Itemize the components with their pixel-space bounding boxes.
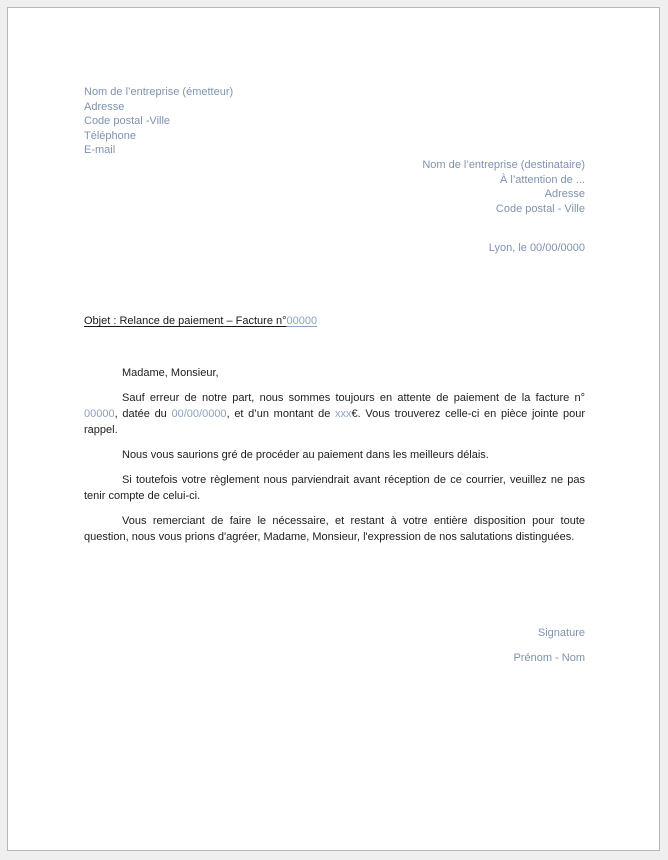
subject-label: Objet : Relance de paiement – Facture n°	[84, 314, 287, 327]
p1-amount-placeholder: xxx	[335, 407, 352, 420]
paragraph-4: Vous remerciant de faire le nécessaire, et restant à votre entière disposition pour toute question, nous vous prions d'agréer, Madame, Monsieur, l'expression de nos salutations distinguées.	[84, 514, 585, 543]
sender-postal-city: Code postal -Ville	[84, 115, 171, 128]
subject-invoice-number: 00000	[286, 314, 318, 327]
recipient-company: Nom de l’entreprise (destinataire)	[422, 158, 585, 171]
sender-company: Nom de l’entreprise (émetteur)	[84, 86, 234, 98]
recipient-postal-city: Code postal - Ville	[495, 202, 585, 215]
p1-text-1: Sauf erreur de notre part, nous sommes toujours en attente de paiement de la facture n°	[122, 391, 585, 404]
recipient-street: Adresse	[544, 188, 585, 201]
salutation: Madame, Monsieur,	[122, 366, 219, 379]
p1-invoice-number-placeholder: 00000	[84, 407, 115, 420]
signature-label: Signature	[537, 626, 585, 639]
letter-body	[84, 365, 585, 545]
paragraph-1	[84, 390, 585, 438]
sender-phone: Téléphone	[84, 129, 136, 142]
p1-text-3: , et d’un montant de	[226, 407, 336, 420]
signature-name: Prénom - Nom	[513, 651, 585, 664]
sender-address-block	[84, 85, 585, 158]
subject-line	[84, 314, 585, 329]
paragraph-2: Nous vous saurions gré de procéder au paiement dans les meilleurs délais.	[122, 448, 489, 461]
signature-block	[84, 625, 585, 666]
date-line: Lyon, le 00/00/0000	[488, 242, 585, 255]
p1-text-2: , datée du	[114, 407, 172, 420]
recipient-attention: À l’attention de ...	[500, 173, 585, 186]
letter-content	[8, 8, 659, 850]
p1-date-placeholder: 00/00/0000	[171, 407, 227, 420]
sender-email: E-mail	[84, 144, 116, 157]
sender-street: Adresse	[84, 100, 125, 113]
letter-page	[7, 7, 660, 851]
recipient-address-block	[84, 158, 585, 216]
p1-text-4: €. Vous trouverez celle-ci en pièce jointe pour rappel.	[84, 407, 585, 436]
paragraph-3: Si toutefois votre règlement nous parviendrait avant réception de ce courrier, veuillez ne pas tenir compte de celui-ci.	[84, 473, 585, 502]
